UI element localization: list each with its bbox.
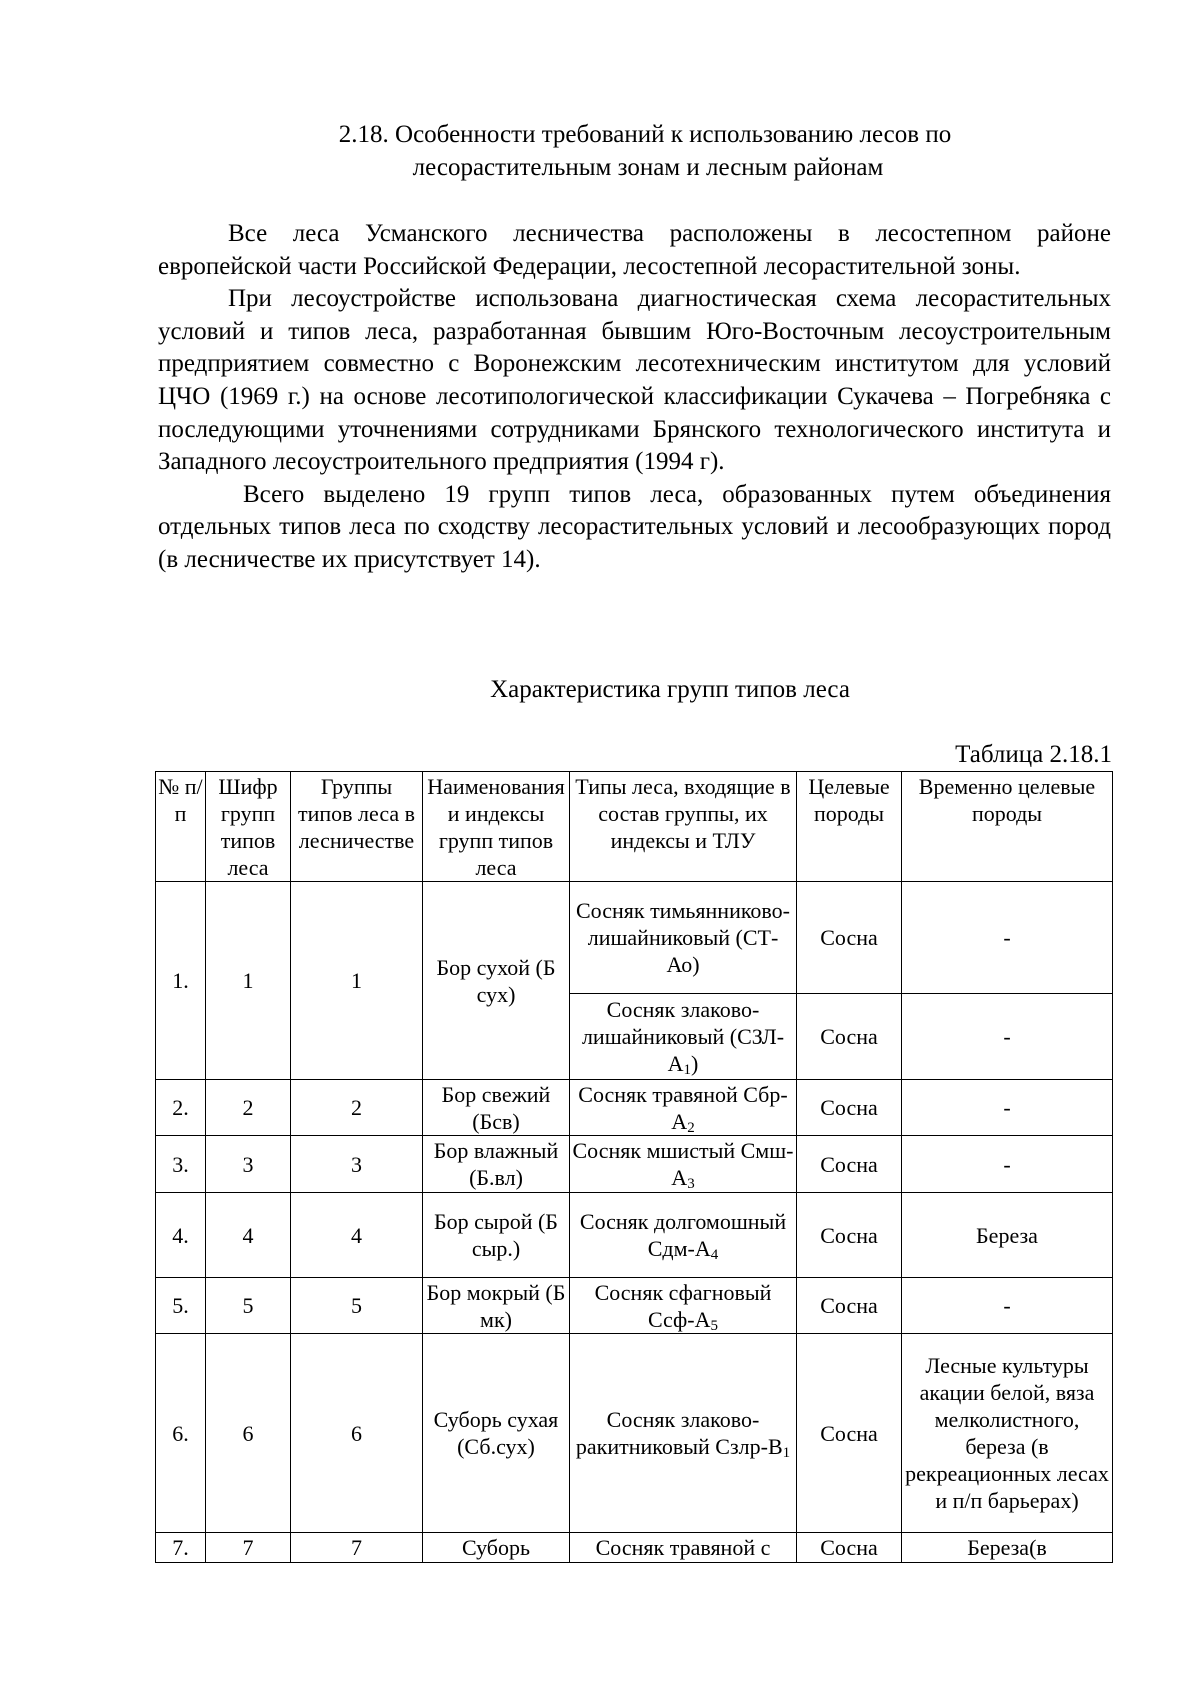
paragraph-1: Все леса Усманского лесничества расположены в лесостепном районе европейской части Российской Федерации, лесостепной лесорастительной зоны. [158, 220, 1111, 280]
cell-types [570, 994, 797, 1080]
cell-target: Сосна [797, 1533, 902, 1563]
cell-target: Сосна [797, 1080, 902, 1136]
cell-types: Сосняк тимьянниково-лишайниковый (СТ-Ао) [570, 882, 797, 994]
cell-types [570, 1080, 797, 1136]
cell-name: Суборь сухая (Сб.сух) [423, 1334, 570, 1533]
cell-target: Сосна [797, 994, 902, 1080]
cell-types [570, 1278, 797, 1334]
types-text-end: ) [691, 1051, 699, 1076]
types-text: Сосняк травяной Сбр-А [578, 1081, 788, 1134]
cell-temp: - [902, 994, 1113, 1080]
cell-types [570, 1334, 797, 1533]
table-row [156, 1193, 1113, 1278]
cell-temp: Лесные культуры акации белой, вяза мелколистного, береза (в рекреационных лесах и п/п барьерах) [902, 1334, 1113, 1533]
types-index: 2 [687, 1119, 695, 1136]
cell-group: 4 [291, 1193, 423, 1278]
types-index: 3 [687, 1176, 695, 1192]
cell-name: Бор влажный (Б.вл) [423, 1136, 570, 1193]
table-title: Характеристика групп типов леса [490, 676, 850, 703]
types-index: 4 [710, 1247, 719, 1263]
cell-types [570, 1193, 797, 1278]
cell-temp: - [902, 1136, 1113, 1193]
header-groups: Группы типов леса в лесничестве [291, 772, 423, 882]
body-text [158, 218, 1111, 577]
cell-code: 6 [206, 1334, 291, 1533]
paragraph-2: При лесоустройстве использована диагностическая схема лесорастительных условий и типов леса, разработанная бывшим Юго-Восточным лесоустроительным предприятием совместно с Воронежским лесотехническим институтом для условий ЦЧО (1969 г.) на основе лесотипологической классификации Сукачева – Погребняка с последующими уточнениями сотрудниками Брянского технологического института и Западного лесоустроительного предприятия (1994 г). [158, 285, 1111, 476]
header-code: Шифр групп типов леса [206, 772, 291, 882]
types-text: Сосняк злаково-лишайниковый (СЗЛ-А [581, 997, 785, 1076]
types-index: 1 [782, 1445, 791, 1461]
types-text: Сосняк долгомошный Сдм-А [579, 1209, 787, 1261]
cell-target: Сосна [797, 1136, 902, 1193]
cell-target: Сосна [797, 882, 902, 994]
types-text: Сосняк злаково-ракитниковый Сзлр-В [575, 1407, 783, 1459]
cell-num: 1. [156, 882, 206, 1080]
cell-code: 3 [206, 1136, 291, 1193]
cell-group: 7 [291, 1533, 423, 1563]
types-index: 5 [710, 1317, 718, 1334]
table-row [156, 1080, 1113, 1136]
paragraph-3: Всего выделено 19 групп типов леса, образованных путем объединения отдельных типов леса по сходству лесорастительных условий и лесообразующих пород (в лесничестве их присутствует 14). [158, 480, 1111, 573]
header-target: Целевые породы [797, 772, 902, 882]
cell-target: Сосна [797, 1193, 902, 1278]
cell-temp: - [902, 1278, 1113, 1334]
cell-temp: - [902, 882, 1113, 994]
table-number: Таблица 2.18.1 [955, 741, 1112, 768]
cell-num: 4. [156, 1193, 206, 1278]
section-heading [0, 118, 1200, 184]
header-num: № п/п [156, 772, 206, 882]
cell-name: Бор сухой (Б сух) [423, 882, 570, 1080]
types-text: Сосняк сфагновый Ссф-А [594, 1279, 772, 1332]
cell-name: Бор мокрый (Б мк) [423, 1278, 570, 1334]
table-row [156, 1334, 1113, 1533]
cell-temp: Береза [902, 1193, 1113, 1278]
cell-code: 7 [206, 1533, 291, 1563]
header-name: Наименования и индексы групп типов леса [423, 772, 570, 882]
cell-num: 3. [156, 1136, 206, 1193]
table-row [156, 1136, 1113, 1193]
table-row [156, 1533, 1113, 1563]
cell-group: 3 [291, 1136, 423, 1193]
header-temp: Временно целевые породы [902, 772, 1113, 882]
table-row [156, 882, 1113, 994]
cell-num: 6. [156, 1334, 206, 1533]
cell-temp: - [902, 1080, 1113, 1136]
types-text: Сосняк мшистый Смш-А [572, 1138, 794, 1190]
cell-code: 2 [206, 1080, 291, 1136]
cell-code: 4 [206, 1193, 291, 1278]
cell-types: Сосняк травяной с [570, 1533, 797, 1563]
cell-target: Сосна [797, 1278, 902, 1334]
cell-group: 2 [291, 1080, 423, 1136]
cell-code: 1 [206, 882, 291, 1080]
cell-num: 2. [156, 1080, 206, 1136]
cell-target: Сосна [797, 1334, 902, 1533]
forest-types-table [155, 771, 1113, 1563]
cell-group: 5 [291, 1278, 423, 1334]
cell-code: 5 [206, 1278, 291, 1334]
cell-temp: Береза(в [902, 1533, 1113, 1563]
cell-name: Бор сырой (Б сыр.) [423, 1193, 570, 1278]
section-heading-line1: 2.18. Особенности требований к использованию лесов по [338, 121, 952, 148]
table-header-row [156, 772, 1113, 882]
cell-name: Суборь [423, 1533, 570, 1563]
cell-num: 5. [156, 1278, 206, 1334]
cell-group: 1 [291, 882, 423, 1080]
cell-name: Бор свежий (Бсв) [423, 1080, 570, 1136]
table-row [156, 1278, 1113, 1334]
section-heading-line2: лесорастительным зонам и лесным районам [412, 154, 884, 181]
cell-num: 7. [156, 1533, 206, 1563]
cell-group: 6 [291, 1334, 423, 1533]
cell-types [570, 1136, 797, 1193]
types-index: 1 [683, 1062, 692, 1078]
header-types: Типы леса, входящие в состав группы, их индексы и ТЛУ [570, 772, 797, 882]
